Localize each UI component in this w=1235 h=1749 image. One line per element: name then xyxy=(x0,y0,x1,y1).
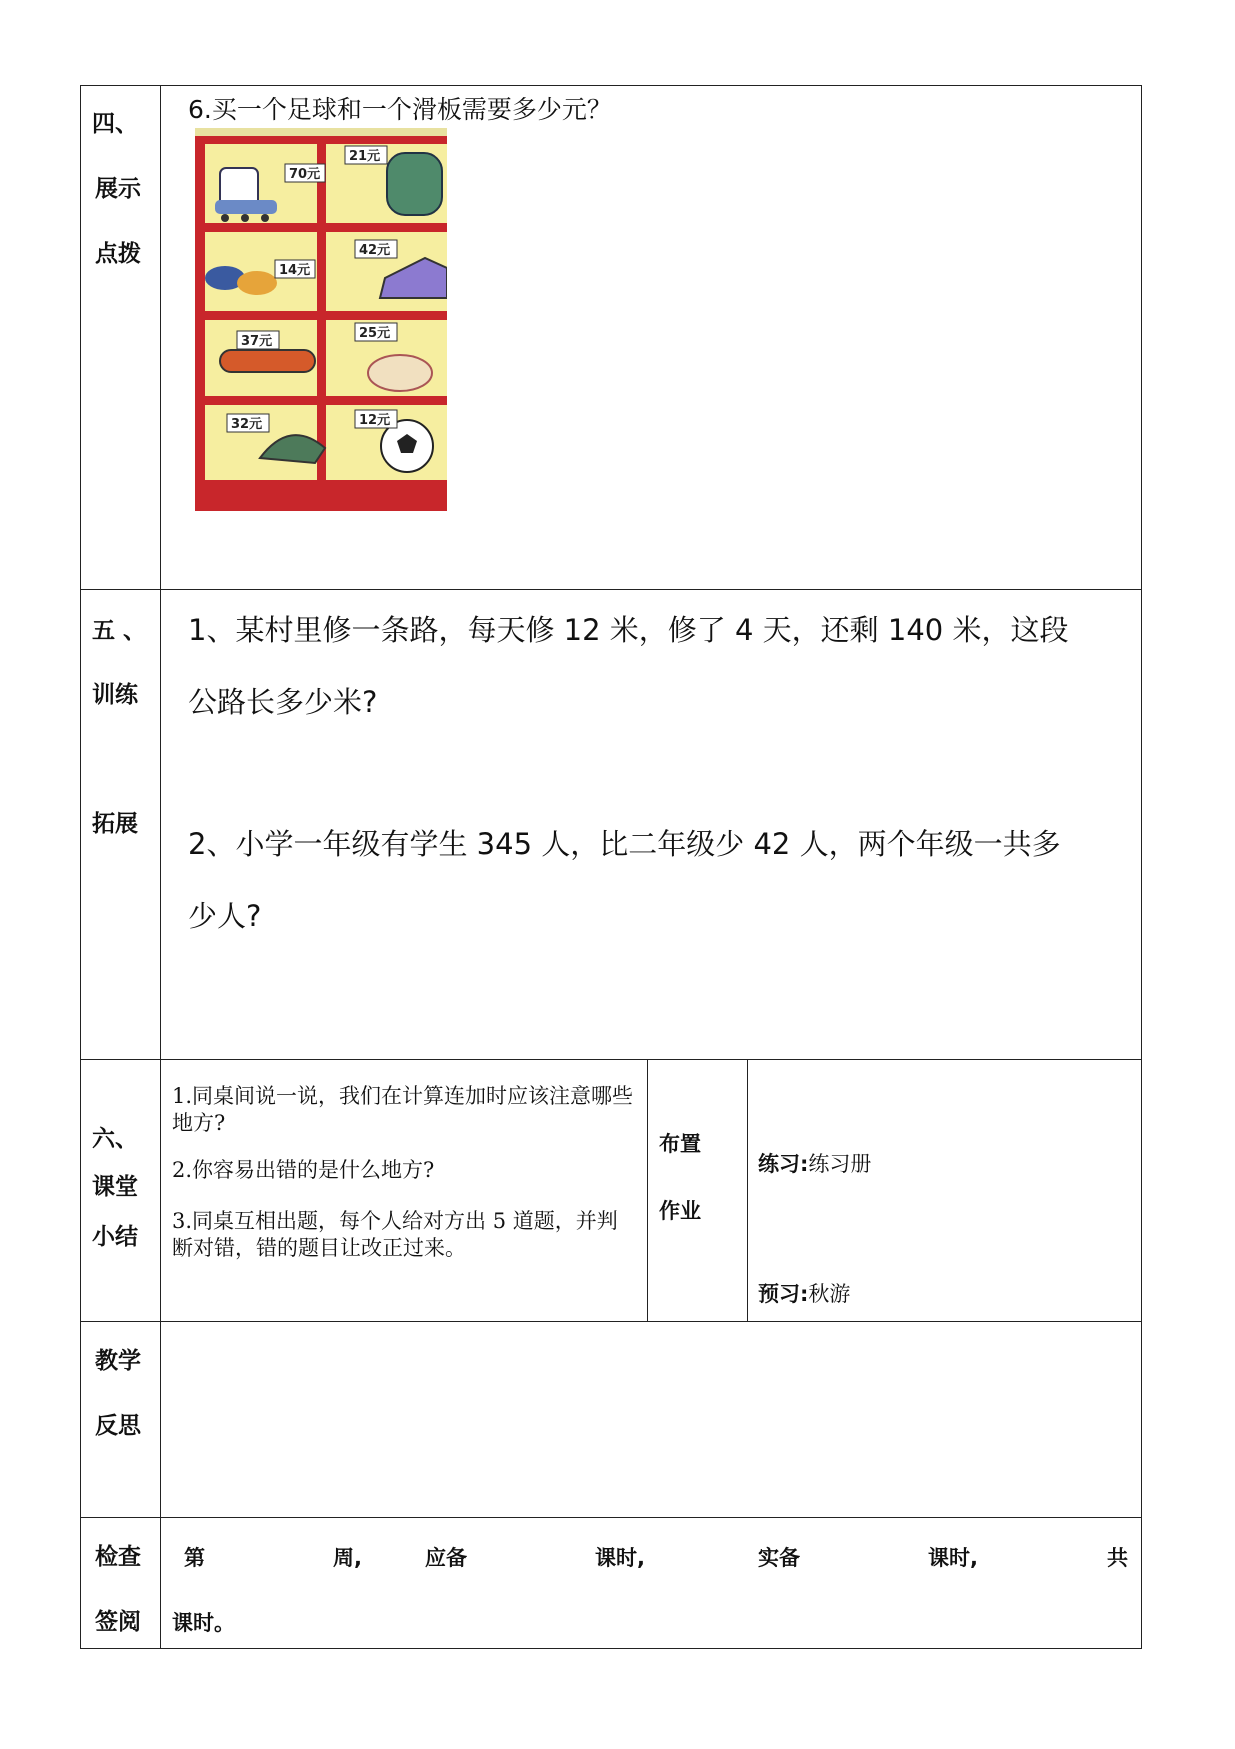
section6-label-mid: 课堂 xyxy=(92,1174,138,1200)
check-label-bot: 签阅 xyxy=(95,1609,141,1635)
section5-label-bot: 拓展 xyxy=(92,811,138,837)
price-tag-skateboard: 37元 xyxy=(241,334,273,349)
price-tag-sneakers: 42元 xyxy=(359,243,391,258)
section4-question: 6.买一个足球和一个滑板需要多少元？ xyxy=(188,95,612,124)
check-week-prefix: 第 xyxy=(184,1546,205,1570)
section6-label-bot: 小结 xyxy=(92,1224,138,1250)
price-tag-bag: 25元 xyxy=(359,326,391,341)
skateboard-icon xyxy=(220,350,315,372)
price-tag-backpack: 21元 xyxy=(349,149,381,164)
row-divider-2 xyxy=(80,1059,1142,1060)
section4-label-bot: 点拨 xyxy=(95,241,141,267)
section6-label-top: 六、 xyxy=(92,1126,138,1152)
check-actual-unit: 课时, xyxy=(928,1546,978,1570)
row-divider-3 xyxy=(80,1321,1142,1322)
homework-label-bot: 作业 xyxy=(659,1199,701,1223)
question-1-line-1: 1、某村里修一条路，每天修 12 米，修了 4 天，还剩 140 米，这段 xyxy=(188,613,1069,647)
reflection-label-bot: 反思 xyxy=(95,1413,141,1439)
reflection-label-top: 教学 xyxy=(95,1348,141,1374)
table-border-top xyxy=(80,85,1142,86)
summary-divider-b xyxy=(747,1059,748,1322)
preview-value: 秋游 xyxy=(808,1282,851,1306)
section5-label-mid: 训练 xyxy=(92,682,138,708)
homework-label-top: 布置 xyxy=(659,1132,701,1156)
practice-label: 练习: xyxy=(758,1152,809,1176)
preview-label: 预习: xyxy=(758,1282,809,1306)
check-planned-label: 应备 xyxy=(425,1546,467,1570)
check-planned-unit: 课时, xyxy=(595,1546,645,1570)
preview-line xyxy=(758,1278,850,1308)
summary-item-2: 2.你容易出错的是什么地方? xyxy=(172,1158,435,1182)
table-border-right xyxy=(1141,85,1142,1649)
store-shelf-image xyxy=(195,128,447,511)
bag-icon xyxy=(368,355,432,391)
row-divider-1 xyxy=(80,589,1142,590)
row-divider-4 xyxy=(80,1517,1142,1518)
table-border-left xyxy=(80,85,81,1649)
label-column-divider xyxy=(160,85,161,1649)
question-2-line-1: 2、小学一年级有学生 345 人，比二年级少 42 人，两个年级一共多 xyxy=(188,827,1061,861)
price-tag-ball: 12元 xyxy=(359,413,391,428)
practice-value: 练习册 xyxy=(808,1152,872,1176)
price-tag-skates: 70元 xyxy=(289,167,321,182)
check-actual-label: 实备 xyxy=(758,1546,800,1570)
question-2-line-2: 少人? xyxy=(188,899,262,933)
price-tag-sandals: 14元 xyxy=(279,263,311,278)
check-total-label: 共 xyxy=(1107,1546,1128,1570)
section4-label-mid: 展示 xyxy=(95,176,141,202)
section4-label-top: 四、 xyxy=(92,111,138,137)
check-label-top: 检查 xyxy=(95,1544,141,1570)
summary-item-3: 3.同桌互相出题，每个人给对方出 5 道题，并判断对错，错的题目让改正过来。 xyxy=(172,1209,618,1260)
section5-label-top: 五 、 xyxy=(92,618,147,644)
check-week-suffix: 周, xyxy=(333,1546,362,1570)
practice-line xyxy=(758,1148,871,1178)
backpack-icon xyxy=(387,153,442,215)
check-total-unit: 课时。 xyxy=(172,1611,235,1635)
table-border-bottom xyxy=(80,1648,1142,1649)
price-tag-helmet: 32元 xyxy=(231,417,263,432)
summary-divider-a xyxy=(647,1059,648,1322)
question-1-line-2: 公路长多少米? xyxy=(188,685,378,719)
summary-item-1: 1.同桌间说一说，我们在计算连加时应该注意哪些地方? xyxy=(172,1084,634,1135)
